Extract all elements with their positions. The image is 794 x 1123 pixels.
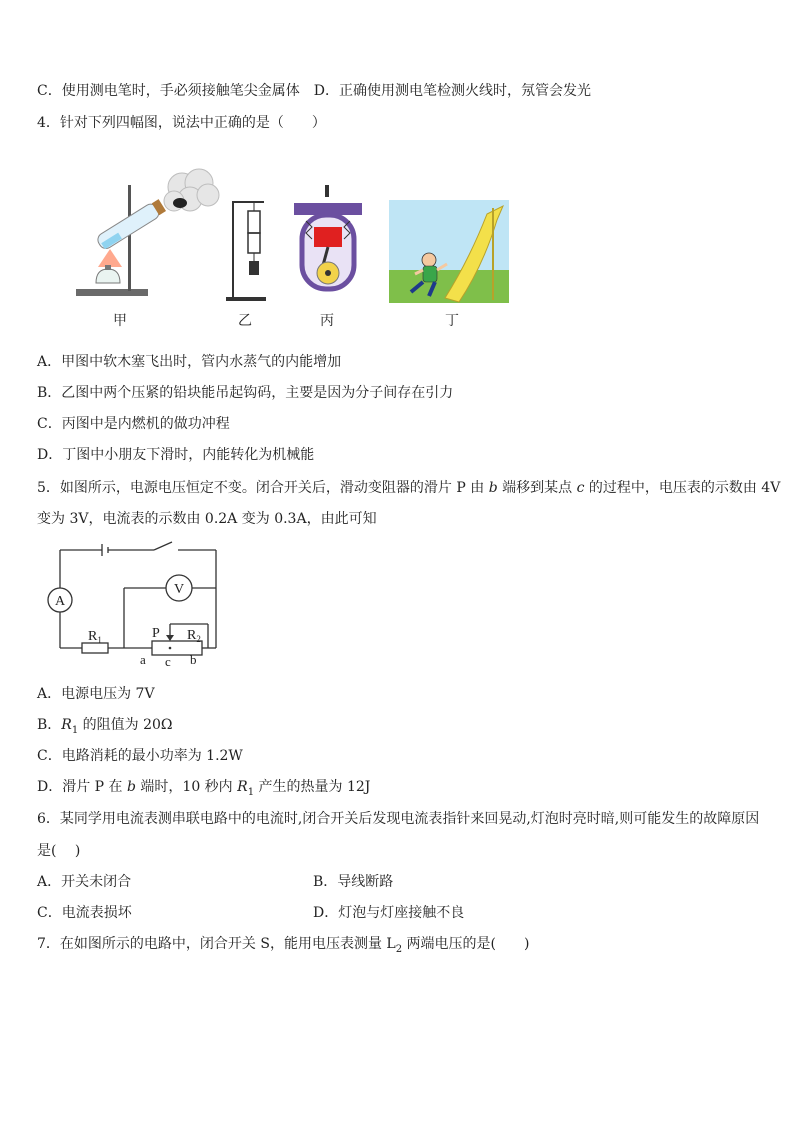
q3-option-c-d — [37, 81, 591, 101]
q4-option-b: B．乙图中两个压紧的铅块能吊起钩码，主要是因为分子间存在引力 — [37, 385, 454, 401]
q5-stem-line2: 变为 3V，电流表的示数由 0.2A 变为 0.3A，由此可知 — [37, 511, 377, 527]
terminal-a: a — [140, 652, 146, 667]
q7-stem: 7．在如图所示的电路中，闭合开关 S，能用电压表测量 $L_2$ 两端电压的是( ) — [37, 936, 530, 955]
figure-jia-test-tube — [72, 165, 222, 300]
figure-bing-engine — [288, 185, 368, 303]
figure-ding-slide — [389, 200, 509, 303]
q4-option-c: C．丙图中是内燃机的做功冲程 — [37, 416, 230, 432]
q6-option-b: B．导线断路 — [313, 874, 394, 890]
terminal-b: b — [190, 652, 197, 667]
q5-option-d: D．滑片 P 在 b 端时，10 秒内 $R_1$ 产生的热量为 12J — [37, 779, 371, 798]
q4-option-d: D．丁图中小朋友下滑时，内能转化为机械能 — [37, 447, 315, 463]
q4-option-a: A．甲图中软木塞飞出时，管内水蒸气的内能增加 — [37, 354, 342, 370]
p-label: P — [152, 626, 160, 641]
q6-stem-line2: 是( ) — [37, 843, 81, 859]
terminal-c: c — [165, 654, 171, 669]
caption-yi: 乙 — [238, 313, 252, 329]
q6-option-c: C．电流表损坏 — [37, 905, 132, 921]
q5-option-c: C．电路消耗的最小功率为 1.2W — [37, 748, 243, 764]
r2-label: $R_2$ — [187, 628, 201, 644]
q5-circuit-diagram — [44, 540, 224, 670]
q4-stem: 4．针对下列四幅图，说法中正确的是（ ） — [37, 115, 326, 131]
q6-option-d: D．灯泡与灯座接触不良 — [313, 905, 465, 921]
voltmeter-label: V — [173, 582, 185, 597]
ammeter-label: A — [54, 594, 66, 609]
q5-stem-line1: 5．如图所示，电源电压恒定不变。闭合开关后，滑动变阻器的滑片 P 由 b 端移到某点 c 的过程中，电压表的示数由 4V — [37, 480, 781, 496]
q3-option-d: D．正确使用测电笔检测火线时，氖管会发光 — [313, 83, 591, 99]
q3-option-c: C．使用测电笔时，手必须接触笔尖金属体 — [37, 83, 300, 99]
q5-option-b: B．$R_1$ 的阻值为 20Ω — [37, 717, 173, 736]
caption-ding: 丁 — [445, 313, 459, 329]
q5-option-a: A．电源电压为 7V — [37, 686, 155, 702]
figure-yi-lead-blocks — [222, 195, 272, 303]
r1-label: $R_1$ — [88, 629, 102, 645]
caption-jia: 甲 — [113, 313, 127, 329]
caption-bing: 丙 — [320, 313, 334, 329]
q6-stem-line1: 6．某同学用电流表测串联电路中的电流时,闭合开关后发现电流表指针来回晃动,灯泡时亮时暗,则可能发生的故障原因 — [37, 811, 760, 827]
q6-option-a: A．开关未闭合 — [37, 874, 132, 890]
